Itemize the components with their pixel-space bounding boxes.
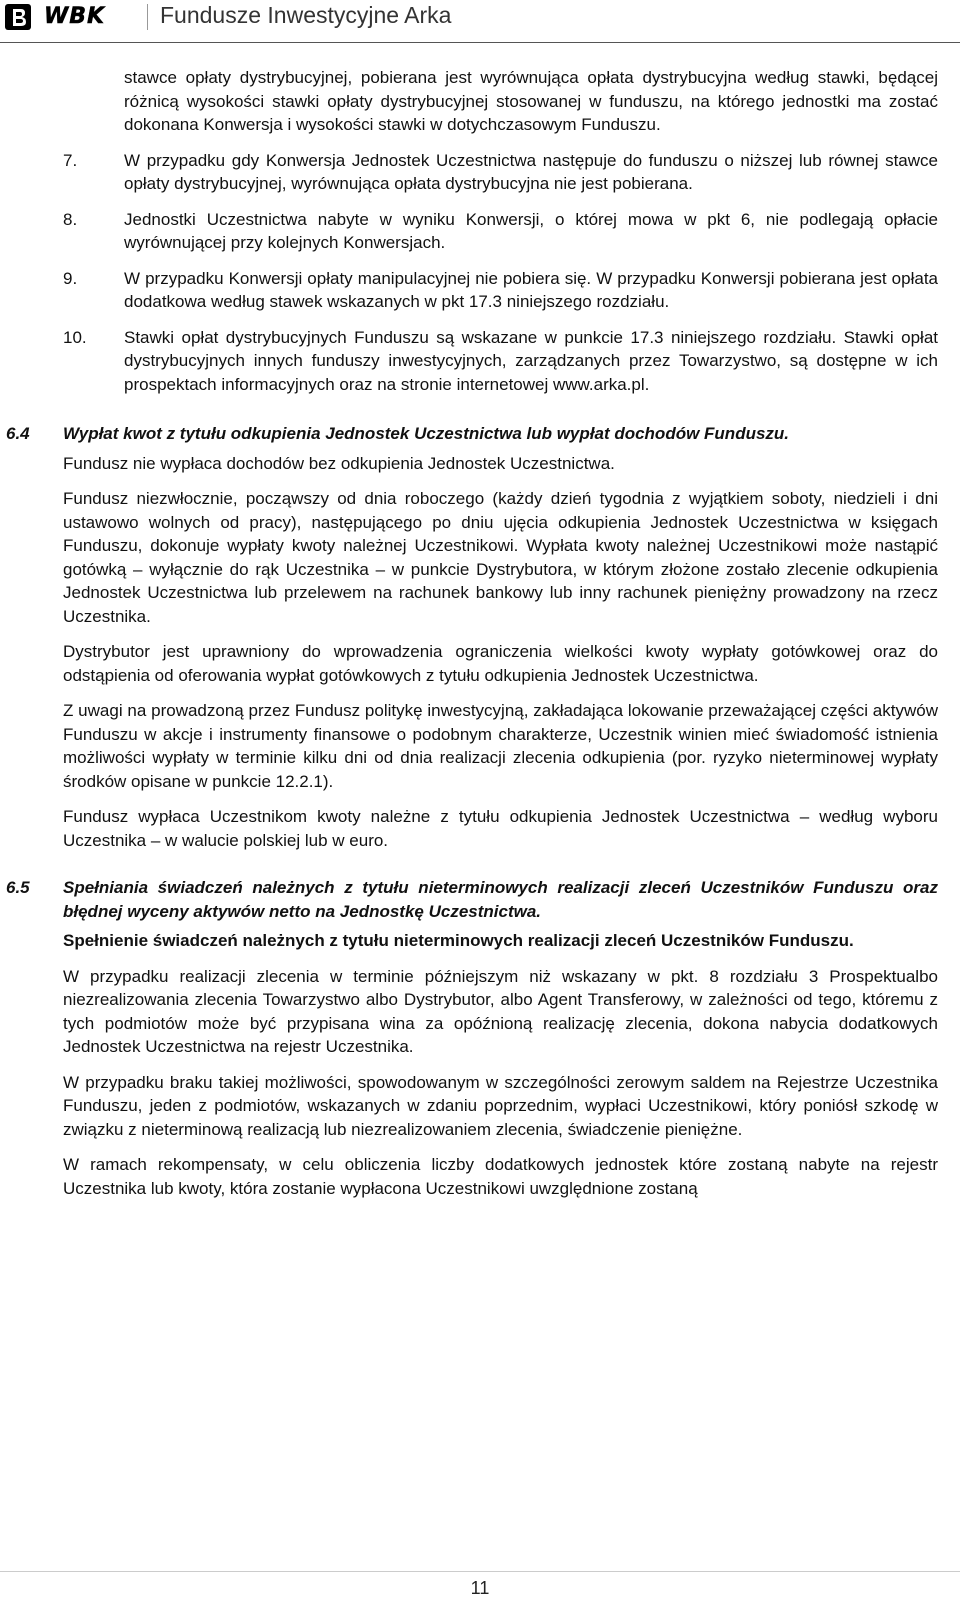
section-6-5 bbox=[0, 876, 960, 1200]
page-number: 11 bbox=[470, 1578, 490, 1598]
list-item bbox=[0, 208, 960, 255]
paragraph: W ramach rekompensaty, w celu obliczenia liczby dodatkowych jednostek które zostaną nabyte na rejestr Uczestnika lub kwoty, która zostanie wypłacona Uczestnikowi uwzględnione zostaną bbox=[63, 1155, 938, 1198]
footer-divider bbox=[0, 1571, 960, 1572]
paragraph: W przypadku realizacji zlecenia w terminie późniejszym niż wskazany w pkt. 8 rozdziału 3 Prospektualbo niezrealizowania zlecenia Towarzystwo albo Dystrybutor, albo Agent Transferowy, w zależności od tego, któremu z tych podmiotów może być przypisana wina za opóźnioną realizację zlecenia, dokona nabycia dodatkowych Jednostek Uczestnictwa na rejestr Uczestnika. bbox=[63, 966, 938, 1056]
paragraph: Fundusz niezwłocznie, począwszy od dnia roboczego (każdy dzień tygodnia z wyjątkiem soboty, niedzieli i dni ustawowo wolnych od pracy), następującego po dniu ujęcia odkupienia Jednostek Uczestnictwa w księgach Funduszu, dokonuje wypłaty kwoty należnej Uczestnikowi. Wypłata kwoty należnej Uczestnikowi może nastąpić gotówką – wyłącznie do rąk Uczestnika – w punkcie Dystrybutora, w którym złożone zostało zlecenie odkupienia Jednostek Uczestnictwa lub przelewem na rachunek bankowy lub inny rachunek pieniężny prowadzony na rzecz Uczestnika. bbox=[63, 489, 938, 626]
section-number: 6.5 bbox=[6, 878, 30, 897]
page-header bbox=[0, 0, 960, 43]
paragraph: Fundusz wypłaca Uczestnikom kwoty należne z tytułu odkupienia Jednostek Uczestnictwa – według wyboru Uczestnika – w walucie polskiej lub w euro. bbox=[63, 807, 938, 850]
list-item bbox=[0, 267, 960, 314]
list-item-text: W przypadku gdy Konwersja Jednostek Uczestnictwa następuje do funduszu o niższej lub równej stawce opłaty dystrybucyjnej, wyrównująca opłata dystrybucyjna nie jest pobierana. bbox=[124, 150, 938, 193]
numbered-list bbox=[0, 149, 960, 397]
paragraph: Z uwagi na prowadzoną przez Fundusz politykę inwestycyjną, zakładająca lokowanie przeważającej części aktywów Funduszu w akcje i instrumenty finansowe o podobnym charakterze, Uczestnik winien mieć świadomość istnienia możliwości wypłaty w terminie kilku dni od dnia realizacji zlecenia odkupienia (por. ryzyko nieterminowej wypłaty środków opisane w punkcie 12.2.1). bbox=[63, 701, 938, 791]
list-item-number: 7. bbox=[63, 150, 78, 170]
list-item bbox=[0, 326, 960, 397]
subsection-heading: Spełnienie świadczeń należnych z tytułu nieterminowych realizacji zleceń Uczestników Funduszu. bbox=[63, 931, 854, 950]
list-item-text: W przypadku Konwersji opłaty manipulacyjnej nie pobiera się. W przypadku Konwersji pobierana jest opłata dodatkowa według stawek wskazanych w pkt 17.3 niniejszego rozdziału. bbox=[124, 268, 938, 311]
paragraph: Dystrybutor jest uprawniony do wprowadzenia ograniczenia wielkości kwoty wypłaty gotówkowej oraz do odstąpienia od oferowania wypłat gotówkowych z tytułu odkupienia Jednostek Uczestnictwa. bbox=[63, 642, 938, 685]
list-item-text: Jednostki Uczestnictwa nabyte w wyniku Konwersji, o której mowa w pkt 6, nie podlegają opłacie wyrównującej przy kolejnych Konwersjach. bbox=[124, 209, 938, 252]
list-item-continuation bbox=[0, 66, 960, 137]
list-item-number: 10. bbox=[63, 327, 87, 347]
paragraph: Fundusz nie wypłaca dochodów bez odkupienia Jednostek Uczestnictwa. bbox=[63, 453, 615, 473]
list-item-text: stawce opłaty dystrybucyjnej, pobierana jest wyrównująca opłata dystrybucyjna według stawki, będącej różnicą wysokości stawki opłaty dystrybucyjnej stosowanej w funduszu, na którego jednostki ma zostać dokonana Konwersja i wysokości stawki w dotychczasowym Funduszu. bbox=[124, 68, 938, 134]
document-body bbox=[0, 66, 960, 1212]
list-item-text: Stawki opłat dystrybucyjnych Funduszu są wskazane w punkcie 17.3 niniejszego rozdziału. Stawki opłat dystrybucyjnych innych funduszy inwestycyjnych, zarządzanych przez Towarzystwo, są dostępne w ich prospektach informacyjnych oraz na stronie internetowej www.arka.pl. bbox=[124, 327, 938, 394]
section-title: Spełniania świadczeń należnych z tytułu nieterminowych realizacji zleceń Uczestników Funduszu oraz błędnej wyceny aktywów netto na Jednostkę Uczestnictwa. bbox=[63, 878, 938, 921]
list-item bbox=[0, 149, 960, 196]
document-title: Fundusze Inwestycyjne Arka bbox=[160, 2, 452, 28]
list-item-number: 9. bbox=[63, 268, 78, 288]
bank-logo-icon bbox=[4, 3, 32, 31]
list-item-number: 8. bbox=[63, 209, 78, 229]
bank-logo-wordmark: WBK bbox=[44, 4, 106, 29]
paragraph: W przypadku braku takiej możliwości, spowodowanym w szczególności zerowym saldem na Rejestrze Uczestnika Funduszu, jeden z podmiotów, wskazanych w zdaniu poprzednim, wypłaci Uczestnikowi, który poniósł szkodę w związku z nieterminową realizacją lub niezrealizowaniem zlecenia, świadczenie pieniężne. bbox=[63, 1072, 938, 1139]
section-6-4 bbox=[0, 422, 960, 852]
section-title: Wypłat kwot z tytułu odkupienia Jednostek Uczestnictwa lub wypłat dochodów Funduszu. bbox=[63, 424, 790, 443]
section-number: 6.4 bbox=[6, 424, 30, 443]
header-divider bbox=[147, 4, 148, 30]
